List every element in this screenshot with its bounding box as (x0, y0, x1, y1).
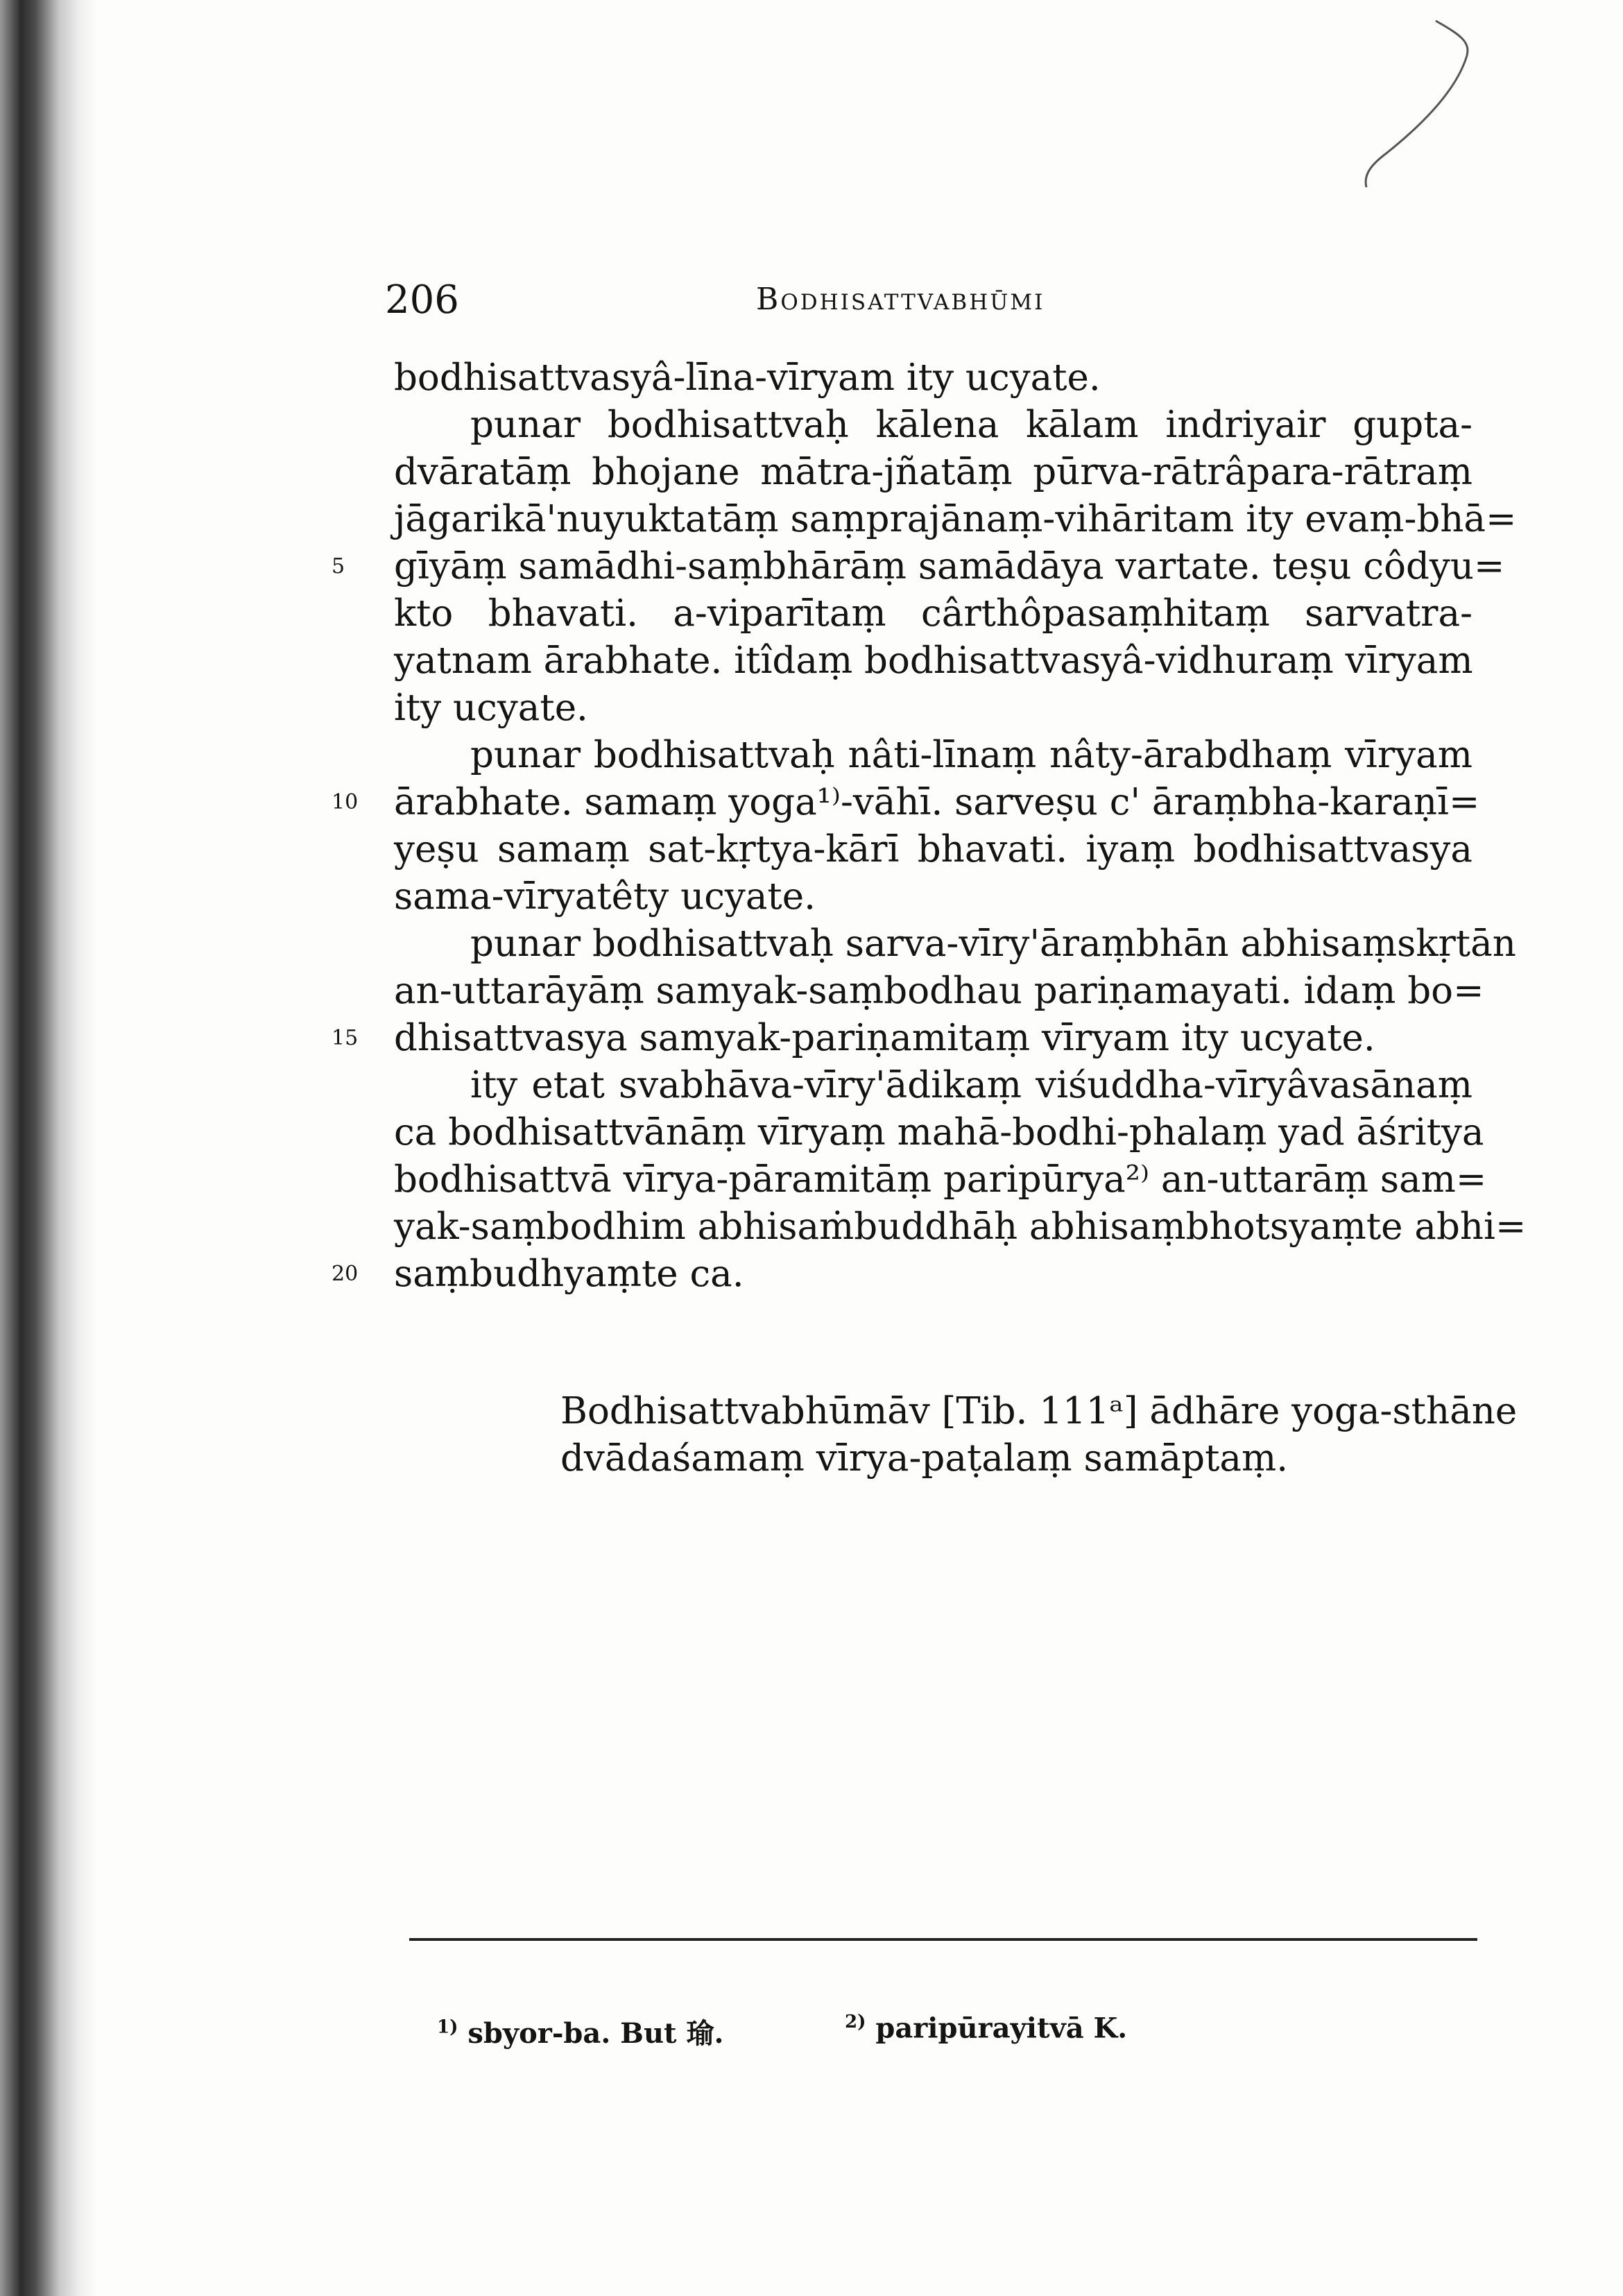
footnote-1 (437, 2012, 723, 2051)
footnote-text: paripūrayitvā K. (875, 2012, 1128, 2045)
text-line: yatnam ārabhate. itîdaṃ bodhisattvasyâ-vidhuraṃ vīryam (394, 640, 1473, 682)
text-line: dhisattvasya samyak-pariṇamitaṃ vīryam ity ucyate. (394, 1017, 1375, 1059)
line-number: 20 (332, 1262, 359, 1286)
footnote-rule (409, 1938, 1477, 1941)
text-line: punar bodhisattvaḥ kālena kālam indriyair gupta- (470, 404, 1472, 446)
colophon-line: dvādaśamaṃ vīrya-paṭalaṃ samāptaṃ. (560, 1437, 1289, 1480)
line-number: 5 (332, 554, 345, 579)
text-line: gīyāṃ samādhi-saṃbhārāṃ samādāya vartate. teṣu côdyu= (394, 545, 1505, 588)
text-line: yak-saṃbodhim abhisaṁbuddhāḥ abhisaṃbhotsyaṃte abhi= (394, 1206, 1527, 1248)
text-line: bodhisattvasyâ-līna-vīryam ity ucyate. (394, 357, 1101, 399)
colophon-line: Bodhisattvabhūmāv [Tib. 111ᵃ] ādhāre yoga-sthāne (560, 1390, 1518, 1432)
text-line: yeṣu samaṃ sat-kṛtya-kārī bhavati. iyaṃ bodhisattvasya (394, 828, 1472, 871)
line-number: 15 (332, 1026, 359, 1050)
footnote-2 (845, 2012, 1127, 2044)
line-number: 10 (332, 790, 359, 814)
text-line: bodhisattvā vīrya-pāramitāṃ paripūrya²⁾ an-uttarāṃ sam= (394, 1158, 1487, 1201)
pencil-mark (1339, 14, 1512, 194)
text-line: saṃbudhyaṃte ca. (394, 1253, 744, 1295)
page-number: 206 (385, 277, 459, 323)
text-line: an-uttarāyāṃ samyak-saṃbodhau pariṇamayati. idaṃ bo= (394, 970, 1484, 1012)
text-line: jāgarikā'nuyuktatāṃ saṃprajānaṃ-vihāritam ity evaṃ-bhā= (394, 498, 1517, 540)
text-line: ity ucyate. (394, 687, 588, 729)
text-line: punar bodhisattvaḥ nâti-līnaṃ nâty-ārabdhaṃ vīryam (470, 734, 1472, 776)
footnote-mark: 1) (437, 2016, 458, 2038)
running-title: Bodhisattvabhūmi (756, 282, 1045, 317)
text-line: punar bodhisattvaḥ sarva-vīry'āraṃbhān abhisaṃskṛtān (470, 923, 1516, 965)
footnote-text: sbyor-ba. But 瑜. (467, 2017, 724, 2050)
text-line: sama-vīryatêty ucyate. (394, 875, 816, 918)
text-line: ca bodhisattvānāṃ vīryaṃ mahā-bodhi-phalaṃ yad āśritya (394, 1111, 1484, 1154)
text-line: kto bhavati. a-viparītaṃ cârthôpasaṃhitaṃ sarvatra- (394, 592, 1472, 635)
footnote-mark: 2) (845, 2012, 866, 2032)
book-spine-shadow (0, 0, 97, 2296)
text-line: ity etat svabhāva-vīry'ādikaṃ viśuddha-vīryâvasānaṃ (470, 1064, 1472, 1106)
text-line: ārabhate. samaṃ yoga¹⁾-vāhī. sarveṣu c' āraṃbha-karaṇī= (394, 781, 1480, 823)
text-line: dvāratāṃ bhojane mātra-jñatāṃ pūrva-rātrâpara-rātraṃ (394, 451, 1472, 493)
